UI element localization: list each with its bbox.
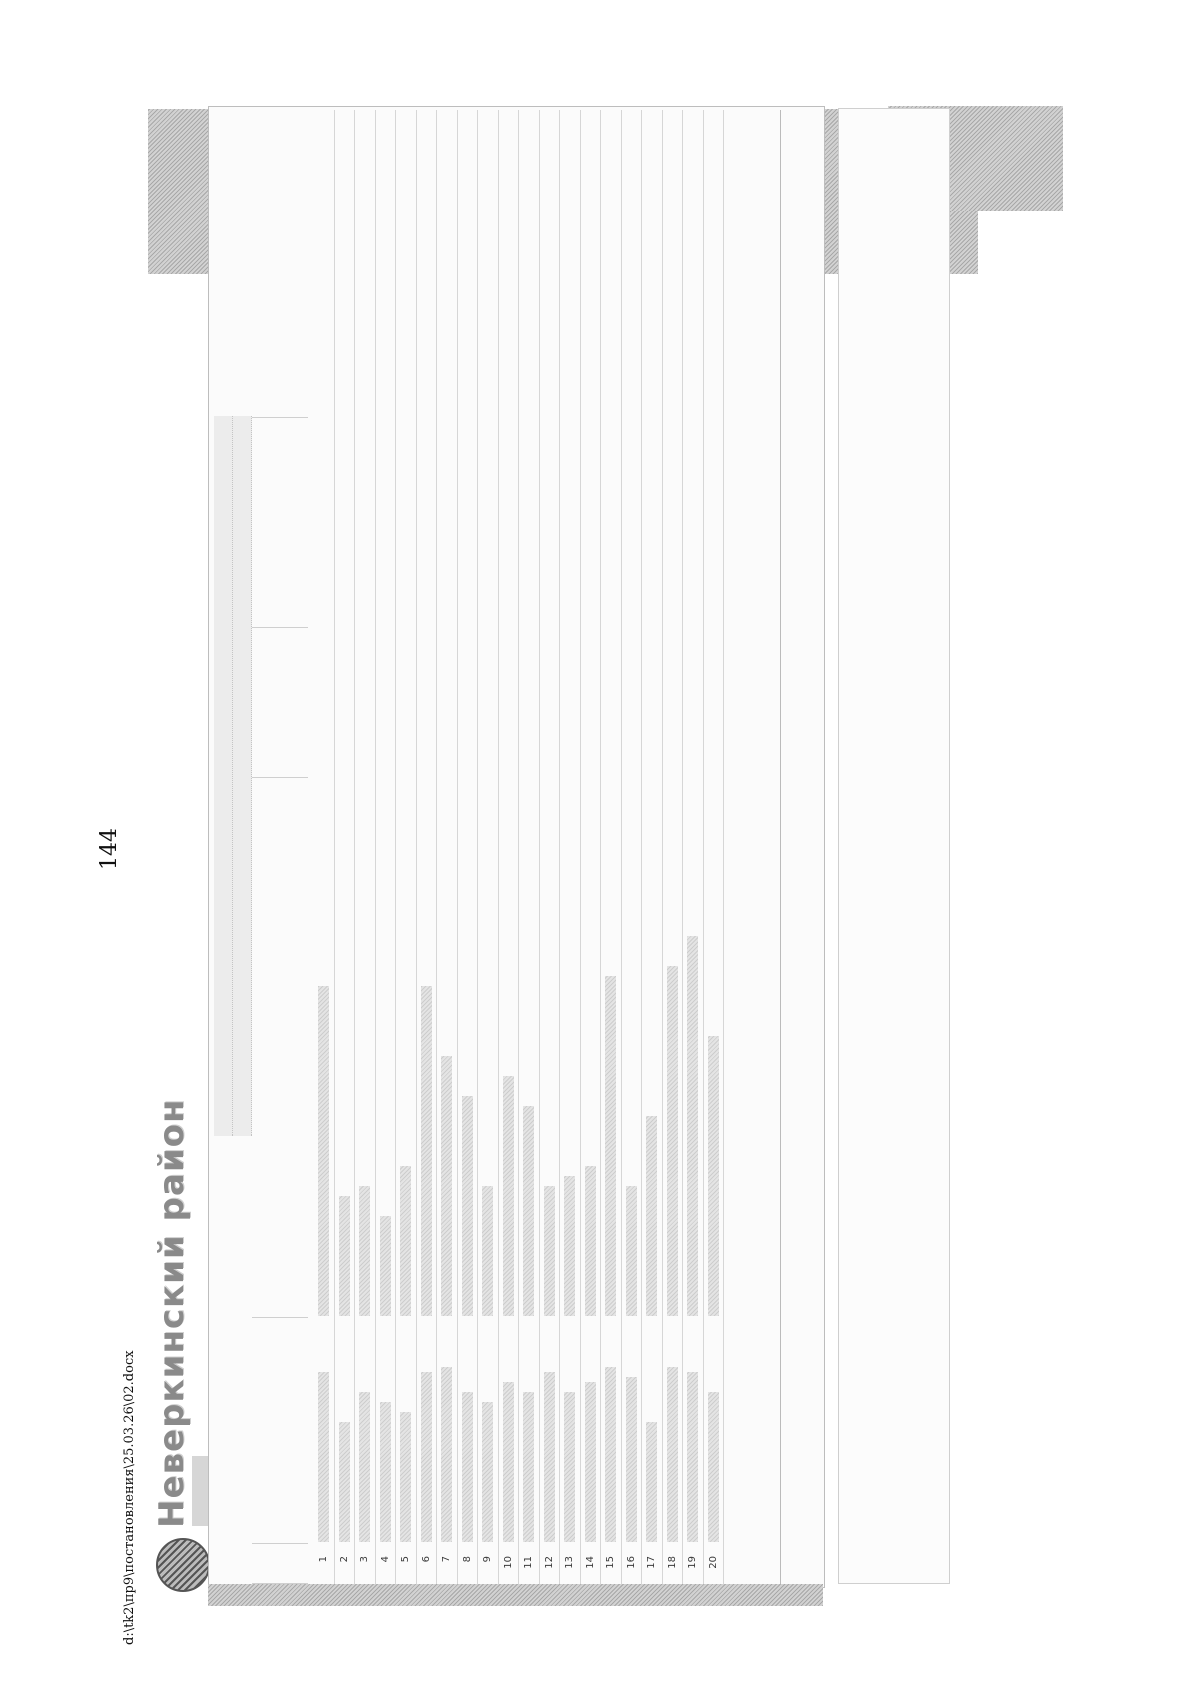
count-mo-cell xyxy=(666,323,679,378)
row-num-cell: 14 xyxy=(584,1556,596,1569)
settlement-cell xyxy=(461,836,474,1316)
table-heading xyxy=(214,416,252,1136)
col-header-mo-name xyxy=(252,1318,308,1544)
row-num-cell: 2 xyxy=(338,1556,350,1563)
row-num-cell: 5 xyxy=(400,1556,411,1563)
population-cell xyxy=(358,709,371,764)
capacity-cell xyxy=(379,541,392,596)
rotated-figure xyxy=(148,106,1063,1606)
population-cell xyxy=(399,709,412,764)
mo-name-cell xyxy=(584,1327,597,1542)
row-num-cell: 20 xyxy=(707,1556,719,1569)
col-header-capacity xyxy=(252,418,308,628)
settlement-cell xyxy=(317,836,330,1316)
settlement-cell xyxy=(604,836,617,1316)
table-row xyxy=(560,110,581,1584)
mo-name-cell xyxy=(358,1327,371,1542)
capacity-cell xyxy=(399,541,412,596)
table-row xyxy=(540,110,561,1584)
capacity-cell xyxy=(461,541,474,596)
table-row xyxy=(314,110,335,1584)
population-cell xyxy=(317,709,330,764)
mo-name-cell xyxy=(440,1327,453,1542)
mo-name-cell xyxy=(399,1327,412,1542)
row-num-cell: 18 xyxy=(666,1556,678,1569)
capacity-cell xyxy=(563,541,576,596)
capacity-cell xyxy=(625,541,638,596)
row-num-cell: 11 xyxy=(523,1556,534,1569)
count-mo-cell xyxy=(358,323,371,378)
row-num-cell: 19 xyxy=(687,1556,698,1569)
totals-note xyxy=(784,584,797,1284)
settlement-cell xyxy=(440,836,453,1316)
table-row xyxy=(458,110,479,1584)
count-mo-cell xyxy=(461,323,474,378)
capacity-cell xyxy=(543,541,556,596)
settlement-cell xyxy=(420,836,433,1316)
settlement-cell xyxy=(399,836,412,1316)
table-body xyxy=(314,110,724,1584)
count-mo-cell xyxy=(522,323,535,378)
settlement-cell xyxy=(645,836,658,1316)
legend-item xyxy=(869,1073,919,1223)
mo-name-cell xyxy=(604,1327,617,1542)
capacity-cell xyxy=(420,541,433,596)
row-num-cell: 6 xyxy=(420,1556,432,1563)
municipal-emblem-icon xyxy=(156,1538,210,1592)
mo-name-cell xyxy=(502,1327,515,1542)
population-cell xyxy=(707,709,720,764)
population-cell xyxy=(440,709,453,764)
table-heading-line-1 xyxy=(214,416,233,1136)
population-cell xyxy=(502,709,515,764)
count-mo-cell xyxy=(317,323,330,378)
row-num-cell: 15 xyxy=(605,1556,616,1569)
population-cell xyxy=(522,709,535,764)
col-header-population xyxy=(252,628,308,778)
row-num-cell: 4 xyxy=(379,1556,391,1563)
count-mo-cell xyxy=(399,323,412,378)
settlement-cell xyxy=(563,836,576,1316)
table-row xyxy=(683,110,704,1584)
row-num-cell: 13 xyxy=(564,1556,575,1569)
mo-name-cell xyxy=(686,1327,699,1542)
table-row xyxy=(355,110,376,1584)
row-num-cell: 3 xyxy=(359,1556,370,1563)
row-shading-left xyxy=(208,1584,823,1606)
population-cell xyxy=(461,709,474,764)
capacity-cell xyxy=(502,541,515,596)
count-mo-cell xyxy=(584,323,597,378)
table-heading-line-2 xyxy=(233,416,252,1136)
settlement-cell xyxy=(666,836,679,1316)
count-mo-cell xyxy=(440,323,453,378)
count-mo-cell xyxy=(707,323,720,378)
row-num-cell: 1 xyxy=(318,1556,329,1563)
mo-name-cell xyxy=(461,1327,474,1542)
row-num-cell: 16 xyxy=(625,1556,637,1569)
capacity-cell xyxy=(338,541,351,596)
count-mo-cell xyxy=(420,323,433,378)
mo-name-cell xyxy=(625,1327,638,1542)
footer-file-path: d:\tk2\пр9\постановления\25.03.26\02.docx xyxy=(122,1350,137,1645)
row-num-cell: 10 xyxy=(502,1556,514,1569)
settlement-cell xyxy=(481,836,494,1316)
settlement-cell xyxy=(584,836,597,1316)
count-mo-cell xyxy=(481,323,494,378)
table-row xyxy=(376,110,397,1584)
count-mo-cell xyxy=(604,323,617,378)
capacity-cell xyxy=(481,541,494,596)
row-num-cell: 12 xyxy=(543,1556,555,1569)
capacity-cell xyxy=(645,541,658,596)
table-row xyxy=(437,110,458,1584)
mo-name-cell xyxy=(379,1327,392,1542)
mo-name-cell xyxy=(420,1327,433,1542)
mo-name-cell xyxy=(481,1327,494,1542)
population-cell xyxy=(563,709,576,764)
legend-item xyxy=(869,793,919,943)
settlement-cell xyxy=(686,836,699,1316)
population-cell xyxy=(481,709,494,764)
legend-strip xyxy=(838,108,950,1584)
capacity-cell xyxy=(666,541,679,596)
capacity-cell xyxy=(686,541,699,596)
mo-name-cell xyxy=(317,1327,330,1542)
legend-item xyxy=(869,503,919,653)
legend-item xyxy=(869,1373,919,1523)
table-row xyxy=(642,110,663,1584)
table-row xyxy=(519,110,540,1584)
capacity-cell xyxy=(522,541,535,596)
district-map-table xyxy=(148,106,1063,1606)
population-cell xyxy=(686,709,699,764)
capacity-cell xyxy=(358,541,371,596)
capacity-cell xyxy=(584,541,597,596)
table-row xyxy=(704,110,725,1584)
capacity-cell xyxy=(604,541,617,596)
mo-name-cell xyxy=(543,1327,556,1542)
district-year xyxy=(192,1456,208,1526)
settlement-cell xyxy=(379,836,392,1316)
population-cell xyxy=(338,709,351,764)
capacity-cell xyxy=(317,541,330,596)
legend-item xyxy=(869,233,919,383)
table-row xyxy=(622,110,643,1584)
mo-name-cell xyxy=(338,1327,351,1542)
settlement-cell xyxy=(543,836,556,1316)
mo-name-cell xyxy=(666,1327,679,1542)
mo-name-cell xyxy=(522,1327,535,1542)
mo-name-cell xyxy=(707,1327,720,1542)
population-cell xyxy=(666,709,679,764)
count-mo-cell xyxy=(645,323,658,378)
mo-name-cell xyxy=(563,1327,576,1542)
table-row xyxy=(478,110,499,1584)
mo-name-cell xyxy=(645,1327,658,1542)
page-number: 144 xyxy=(97,828,122,870)
table-row xyxy=(499,110,520,1584)
settlement-cell xyxy=(358,836,371,1316)
table-row xyxy=(417,110,438,1584)
population-cell xyxy=(645,709,658,764)
count-mo-cell xyxy=(338,323,351,378)
table-row xyxy=(396,110,417,1584)
count-mo-cell xyxy=(563,323,576,378)
settlement-cell xyxy=(338,836,351,1316)
population-cell xyxy=(543,709,556,764)
col-header-row-num xyxy=(252,1544,308,1584)
table-row xyxy=(663,110,684,1584)
count-mo-cell xyxy=(625,323,638,378)
row-num-cell: 7 xyxy=(441,1556,452,1563)
population-cell xyxy=(625,709,638,764)
table-row xyxy=(581,110,602,1584)
settlement-cell xyxy=(522,836,535,1316)
capacity-cell xyxy=(440,541,453,596)
population-cell xyxy=(584,709,597,764)
population-cell xyxy=(604,709,617,764)
col-header-settlement xyxy=(252,778,308,1318)
col-header-count-mo xyxy=(252,248,308,418)
count-mo-cell xyxy=(502,323,515,378)
row-num-cell: 17 xyxy=(646,1556,657,1569)
totals-row xyxy=(780,110,803,1584)
count-mo-cell xyxy=(543,323,556,378)
population-cell xyxy=(420,709,433,764)
settlement-cell xyxy=(502,836,515,1316)
settlement-cell xyxy=(707,836,720,1316)
column-headers xyxy=(252,110,312,1584)
table-row xyxy=(335,110,356,1584)
settlement-cell xyxy=(625,836,638,1316)
row-num-cell: 9 xyxy=(482,1556,493,1563)
count-mo-cell xyxy=(686,323,699,378)
count-mo-cell xyxy=(379,323,392,378)
row-num-cell: 8 xyxy=(461,1556,473,1563)
district-title: Неверкинский район xyxy=(152,1098,192,1528)
population-cell xyxy=(379,709,392,764)
table-row xyxy=(601,110,622,1584)
capacity-cell xyxy=(707,541,720,596)
